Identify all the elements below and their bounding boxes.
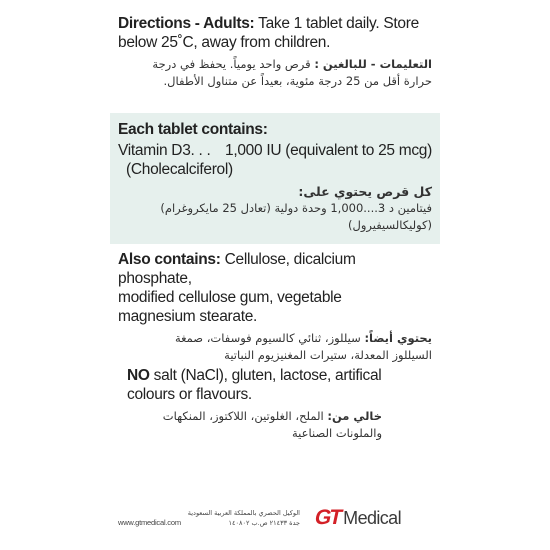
- logo-mark: GT: [312, 506, 343, 529]
- vitamin-row: [118, 141, 432, 160]
- also-contains-ar-heading: يحتوي أيضاً:: [364, 331, 432, 345]
- each-tablet-ar-heading-text: كل قرص يحتوي على:: [298, 184, 432, 199]
- directions-heading: Directions - Adults:: [118, 15, 255, 32]
- also-contains-ar-line2: السيللوز المعدلة، ستيرات المغنيزيوم النباتية: [224, 348, 432, 362]
- no-salt-ar-line2: والملونات الصناعية: [292, 426, 382, 440]
- no-salt-text: [127, 366, 432, 404]
- no-salt-line1: salt (NaCl), gluten, lactose, artifical: [153, 367, 382, 384]
- each-tablet-section: [110, 113, 440, 244]
- also-contains-line3: magnesium stearate.: [118, 308, 258, 325]
- directions-section: [110, 14, 440, 90]
- vitamin-name: Vitamin D3. . .: [118, 142, 211, 159]
- vitamin-amount: 1,000 IU (equivalent to 25 mcg): [225, 142, 432, 159]
- each-tablet-ar-line2: (كوليكالسيفيرول): [348, 218, 432, 232]
- also-contains-heading: Also contains:: [118, 251, 221, 268]
- also-contains-ar-line1: سيللوز، ثنائي كالسيوم فوسفات، صمغة: [174, 331, 361, 345]
- directions-ar-heading: التعليمات - للبالغين :: [314, 57, 432, 71]
- vitamin-alt: (Cholecalciferol): [126, 161, 233, 178]
- each-tablet-ar-line1: فيتامين د 3....1,000 وحدة دولية (تعادل 25 مايكروغرام): [160, 201, 432, 215]
- each-tablet-ar-heading: [118, 183, 432, 200]
- directions-ar-line2: حرارة أقل من 25 درجة مئوية، بعيداً عن متناول الأطفال.: [163, 74, 432, 88]
- no-salt-line2: colours or flavours.: [127, 386, 252, 403]
- directions-arabic: [118, 56, 432, 90]
- gt-medical-logo: [312, 506, 401, 530]
- website-url: www.gtmedical.com: [118, 518, 181, 527]
- no-salt-arabic: [127, 408, 432, 442]
- directions-text: [118, 14, 432, 52]
- also-contains-section: [110, 250, 440, 364]
- directions-ar-line1: قرص واحد يومياً. يحفظ في درجة: [152, 57, 311, 71]
- each-tablet-heading-text: Each tablet contains:: [118, 121, 268, 138]
- also-contains-arabic: [118, 330, 432, 364]
- each-tablet-heading: [118, 120, 432, 139]
- no-salt-ar-heading: خالي من:: [327, 409, 382, 423]
- no-salt-heading: NO: [127, 367, 150, 384]
- directions-line1: Take 1 tablet daily. Store: [258, 15, 419, 32]
- distributor-info: [150, 508, 300, 528]
- label-footer: [110, 500, 440, 540]
- also-contains-line1: Cellulose, dicalcium phosphate,: [118, 251, 356, 287]
- logo-text: Medical: [343, 507, 401, 528]
- directions-line2: below 25˚C, away from children.: [118, 34, 331, 51]
- no-salt-ar-line1: الملح، الغلوتين، اللاكتوز، المنكهات: [162, 409, 324, 423]
- distributor-line2: جدة ٢١٤٣٣ ص.ب ١٤٠٨٠٢: [228, 519, 300, 527]
- also-contains-line2: modified cellulose gum, vegetable: [118, 289, 342, 306]
- also-contains-text: [118, 250, 432, 326]
- distributor-line1: الوكيل الحصري بالمملكة العربية السعودية: [187, 509, 300, 517]
- no-salt-section: [110, 366, 440, 442]
